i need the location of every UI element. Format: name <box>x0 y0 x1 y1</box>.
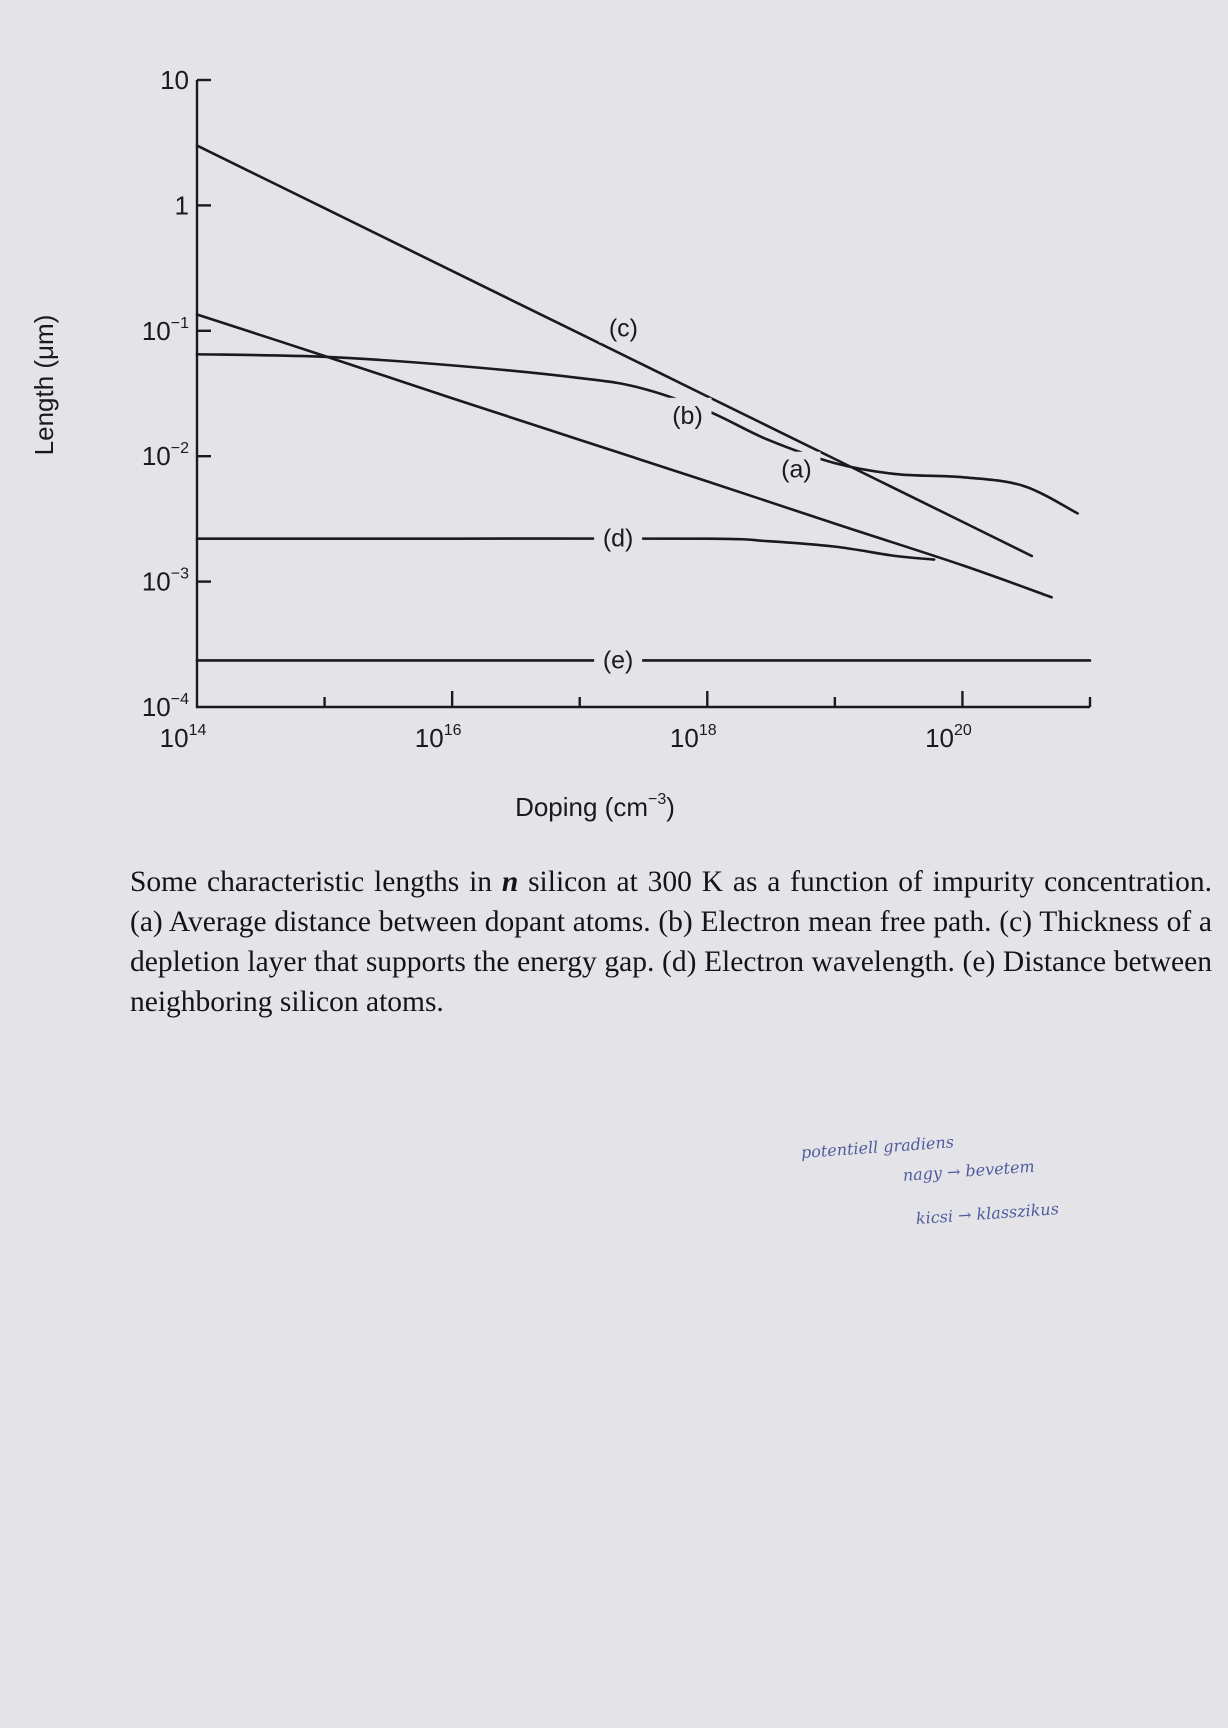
note-line-3: kicsi → klasszikus <box>915 1199 1060 1229</box>
y-axis-title: Length (μm) <box>29 314 59 456</box>
axes <box>197 80 1090 707</box>
curve-b <box>197 354 1078 513</box>
doping-length-chart <box>0 0 1228 840</box>
handwritten-note <box>800 1113 1166 1242</box>
figure-caption: Some characteristic lengths in n silicon at 300 K as a function of impurity concentration. (a) Average distance between dopant atoms. (b) Electron mean free path. (c) Thickness of a depletion layer that supports the energy gap. (d) Electron wavelength. (e) Distance between neighboring silicon atoms. <box>130 866 1212 1018</box>
x-tick-label: $10^{18}$ <box>669 722 717 753</box>
x-tick-label: $10^{14}$ <box>159 722 207 753</box>
y-tick-label: 1 <box>174 190 189 221</box>
series-label-b: (b) <box>672 401 703 430</box>
x-tick-label: $10^{16}$ <box>414 722 462 753</box>
series-label-e: (e) <box>602 646 634 675</box>
curve-c <box>197 146 1032 556</box>
curves <box>197 146 1090 661</box>
y-tick-label: $10^{-3}$ <box>141 565 189 597</box>
tick-labels <box>142 65 972 753</box>
note-line-2: nagy → bevetem <box>902 1156 1036 1185</box>
x-tick-label: $10^{20}$ <box>925 722 972 753</box>
y-tick-label: $10^{-1}$ <box>141 314 189 346</box>
y-tick-label: $10^{-2}$ <box>141 440 189 472</box>
axis-lines <box>197 80 1090 707</box>
series-label-c: (c) <box>608 314 638 343</box>
curve-d <box>197 538 934 559</box>
y-tick-label: $10^{-4}$ <box>141 691 189 722</box>
y-tick-label: 10 <box>160 65 189 95</box>
note-line-1: potentiell gradiens <box>800 1132 955 1162</box>
series-label-d: (d) <box>602 524 634 553</box>
series-label-a: (a) <box>781 455 812 484</box>
x-axis-title: Doping $(cm^{-3})$ <box>515 791 675 822</box>
series-labels <box>594 311 820 675</box>
